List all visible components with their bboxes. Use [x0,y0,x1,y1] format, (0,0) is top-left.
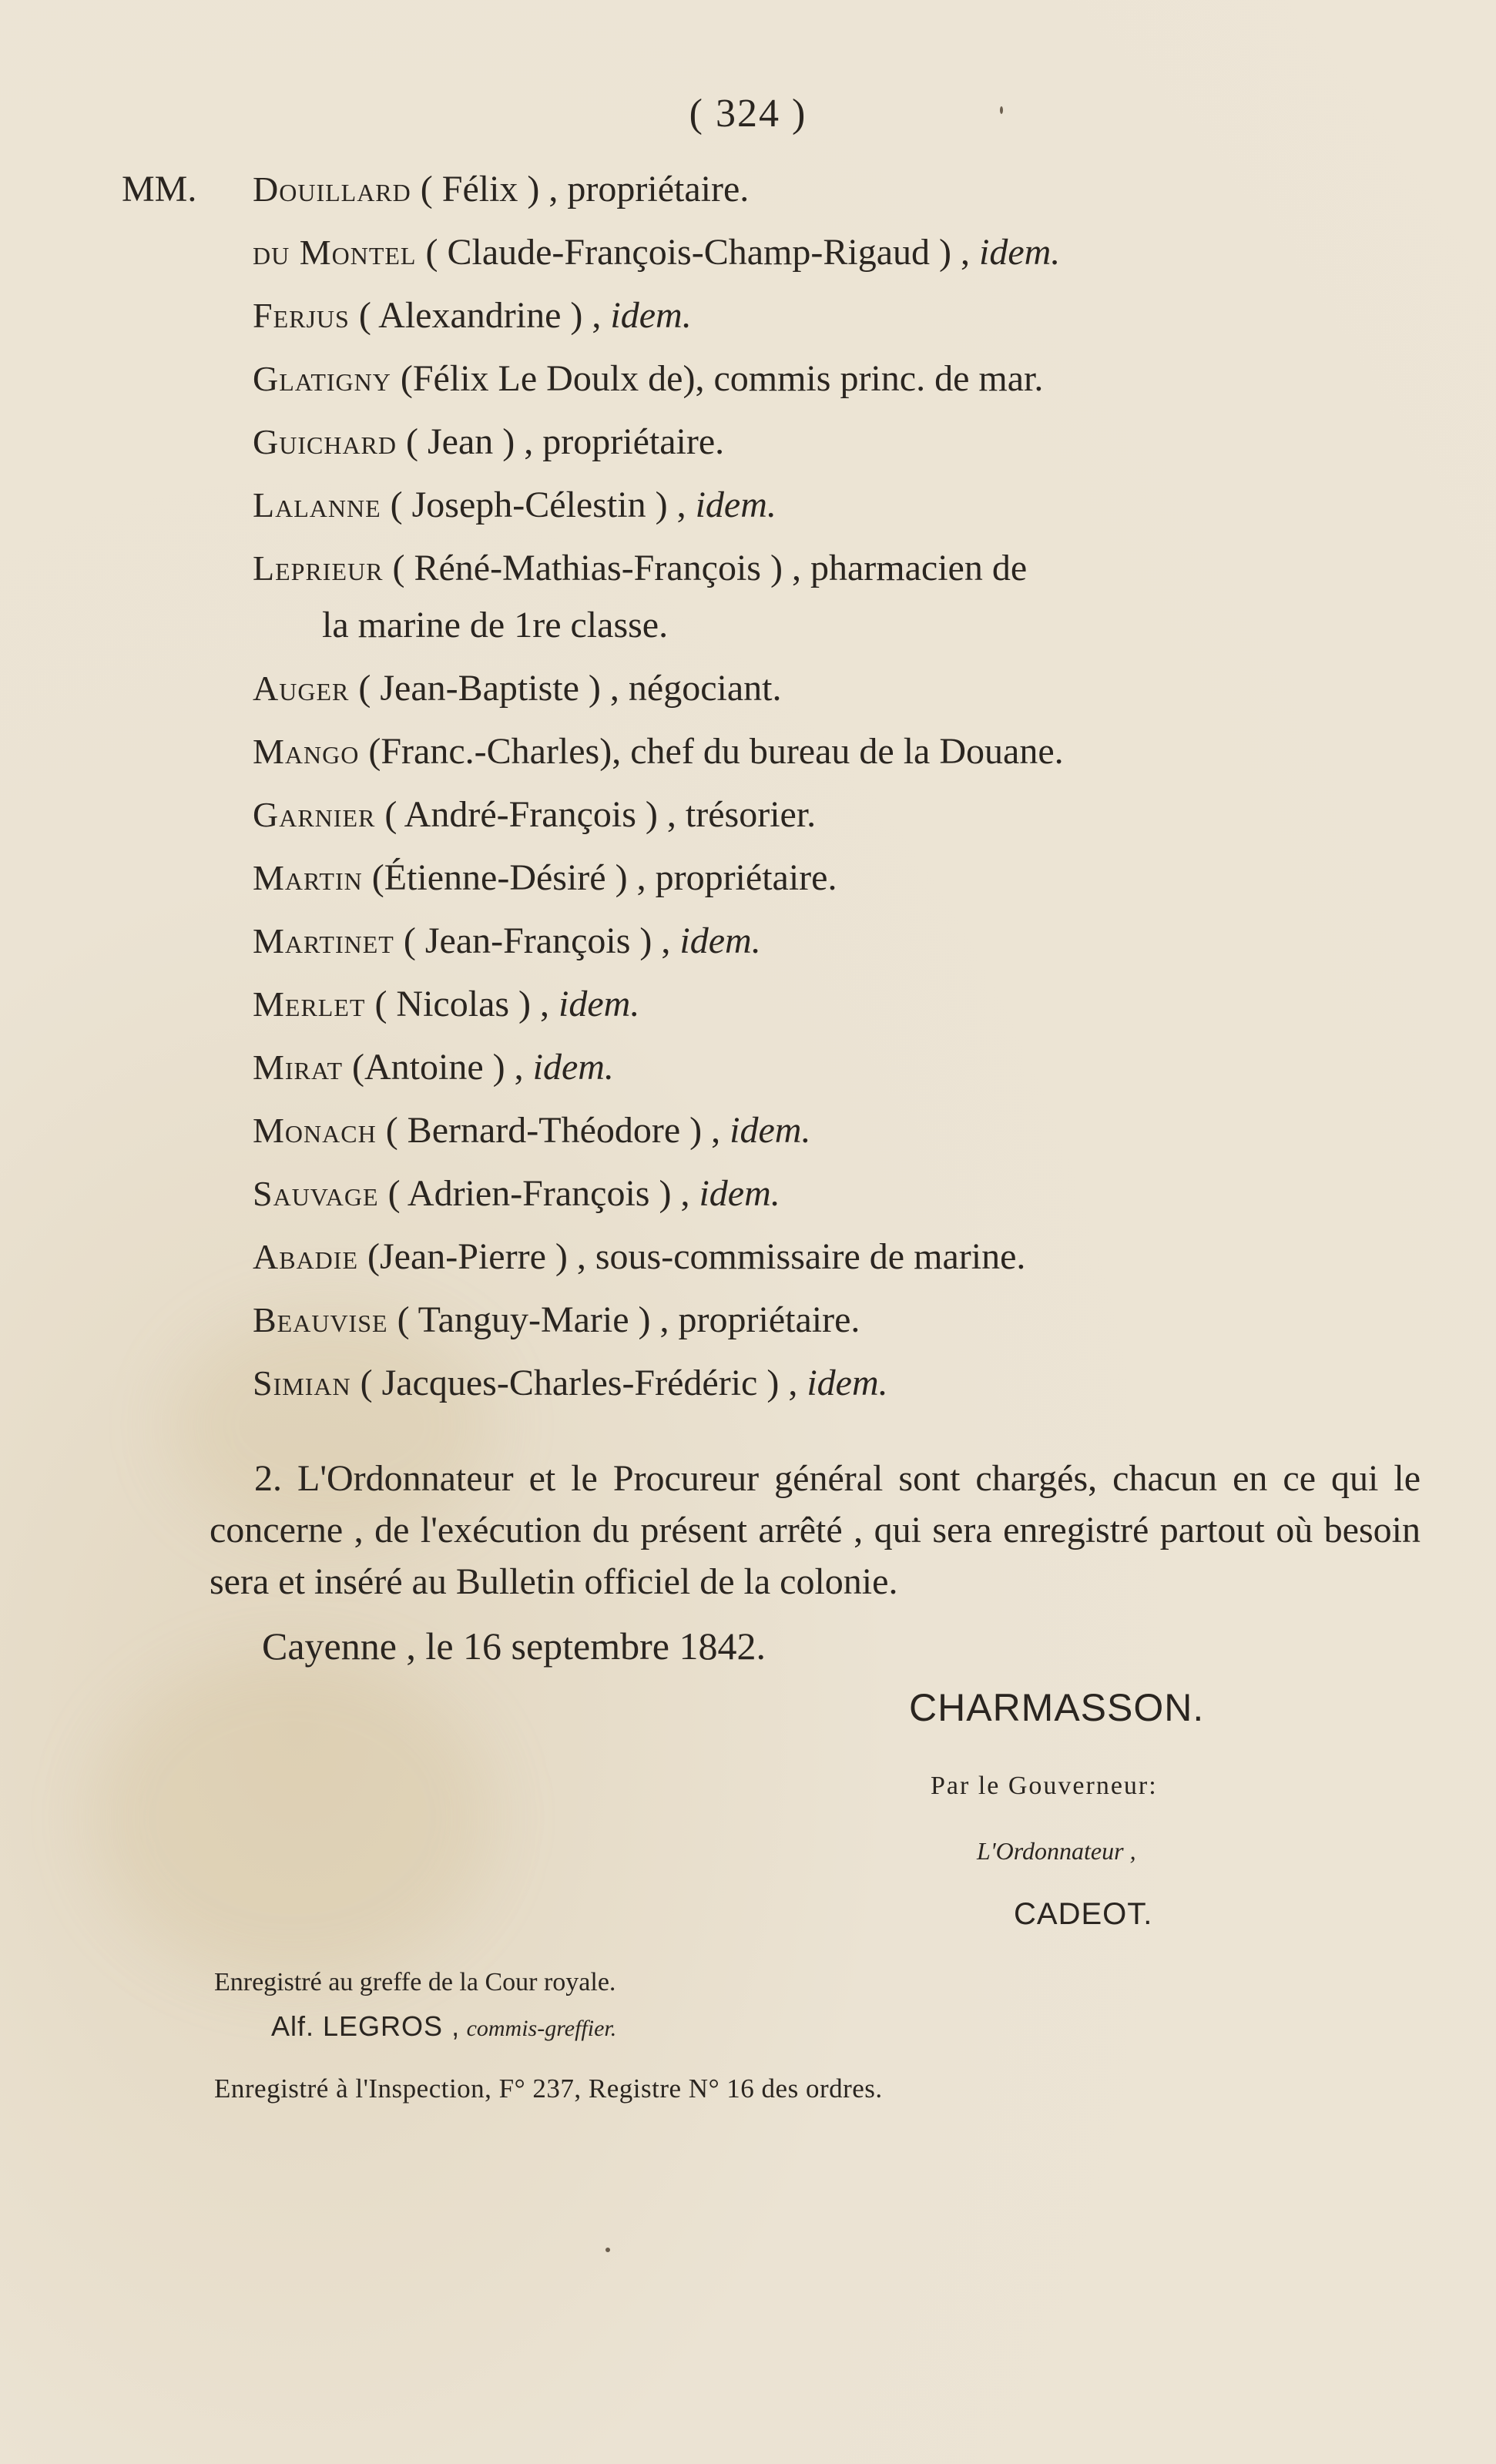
occupation: pharmacien de [810,548,1028,588]
court-registration-note: Enregistré au greffe de la Cour royale. [214,1968,616,1996]
surname: Martin [253,858,363,897]
occupation: idem. [679,920,761,961]
given-names: ( André-François ) , [375,794,686,835]
occupation: propriétaire. [567,169,750,210]
list-item [253,221,1424,284]
clerk-signature [271,2010,616,2043]
occupation: idem. [807,1363,888,1403]
given-names: ( Alexandrine ) , [349,295,611,336]
given-names: ( Bernard-Théodore ) , [376,1110,730,1151]
list-item [253,347,1424,411]
list-item [253,973,1424,1036]
surname: Lalanne [253,485,381,525]
list-item [253,1225,1424,1289]
surname: Douillard [253,169,411,209]
given-names: ( Jacques-Charles-Frédéric ) , [351,1363,807,1403]
list-item [253,1289,1424,1352]
given-names: (Franc.-Charles), [359,731,631,772]
occupation: négociant. [628,668,782,709]
list-item [253,411,1424,474]
page-number: ( 324 ) [689,92,807,136]
occupation: propriétaire. [678,1299,860,1340]
given-names: ( Claude-François-Champ-Rigaud ) , [416,232,979,273]
given-names: ( Jean-Baptiste ) , [349,668,629,709]
given-names: ( Adrien-François ) , [378,1173,699,1214]
given-names: (Félix Le Doulx de), [391,358,714,399]
list-item [253,474,1424,537]
occupation: propriétaire. [655,857,837,898]
paper-stain [92,1656,493,1980]
surname: Abadie [253,1237,358,1276]
surname: Garnier [253,795,376,834]
occupation: idem. [978,232,1061,273]
governor-signature: CHARMASSON. [909,1686,1205,1729]
official-title: L'Ordonnateur , [977,1837,1136,1865]
occupation: propriétaire. [542,421,725,462]
surname: Guichard [253,422,397,461]
occupation: idem. [730,1110,811,1151]
clerk-name: Alf. LEGROS , [271,2010,461,2042]
occupation: commis princ. de mar. [713,358,1044,399]
occupation: trésorier. [685,794,817,835]
list-item [253,1099,1424,1162]
list-item [253,910,1424,973]
surname: Glatigny [253,359,391,398]
ink-speck [605,2248,610,2252]
occupation-continuation: la marine de 1re classe. [322,605,669,645]
surname: Leprieur [253,548,384,588]
list-item [253,158,1424,221]
juror-list [122,158,1424,1415]
place-and-date: Cayenne , le 16 septembre 1842. [262,1624,766,1668]
surname: Auger [253,669,350,708]
given-names: ( Tanguy-Marie ) , [387,1299,679,1340]
surname: Mirat [253,1048,344,1087]
occupation: sous-commissaire de marine. [595,1236,1026,1277]
article-2-paragraph: 2. L'Ordonnateur et le Procureur général sont chargés, chacun en ce qui le concerne , de l'exécution du présent arrêté , qui sera enregistré partout où besoin sera et inséré au Bulletin officiel de la colonie. [210,1458,1421,1602]
given-names: ( Nicolas ) , [365,984,559,1024]
occupation: idem. [532,1047,614,1088]
list-item [253,284,1424,347]
list-item [253,720,1424,783]
clerk-title: commis-greffier. [466,2016,617,2041]
list-item [253,1162,1424,1225]
surname: Merlet [253,984,366,1024]
given-names: ( Jean ) , [397,421,543,462]
list-item [253,657,1424,720]
given-names: (Étienne-Désiré ) , [362,857,656,898]
given-names: (Antoine ) , [343,1047,533,1088]
given-names: (Jean-Pierre ) , [358,1236,595,1277]
occupation: chef du bureau de la Douane. [630,731,1064,772]
by-order-label: Par le Gouverneur: [931,1772,1158,1800]
given-names: ( Félix ) , [411,169,568,210]
occupation: idem. [610,295,692,336]
surname: Monach [253,1111,377,1150]
occupation: idem. [699,1173,780,1214]
official-signature: CADEOT. [1014,1897,1153,1931]
surname: du Montel [253,233,417,272]
surname: Martinet [253,921,394,960]
ink-speck [1000,106,1003,114]
surname: Simian [253,1363,351,1403]
list-item [253,783,1424,846]
surname: Sauvage [253,1174,379,1213]
occupation: idem. [558,984,640,1024]
given-names: ( Joseph-Célestin ) , [381,484,696,525]
list-item [253,1036,1424,1099]
surname: Beauvise [253,1300,388,1339]
surname: Ferjus [253,296,350,335]
occupation: idem. [695,484,777,525]
inspection-registration-note: Enregistré à l'Inspection, F° 237, Registre N° 16 des ordres. [214,2073,883,2104]
given-names: ( Réné-Mathias-François ) , [383,548,810,588]
list-item [253,537,1424,657]
list-item [253,1352,1424,1415]
given-names: ( Jean-François ) , [394,920,680,961]
list-prefix: MM. [122,169,197,210]
list-item [253,846,1424,910]
surname: Mango [253,732,360,771]
